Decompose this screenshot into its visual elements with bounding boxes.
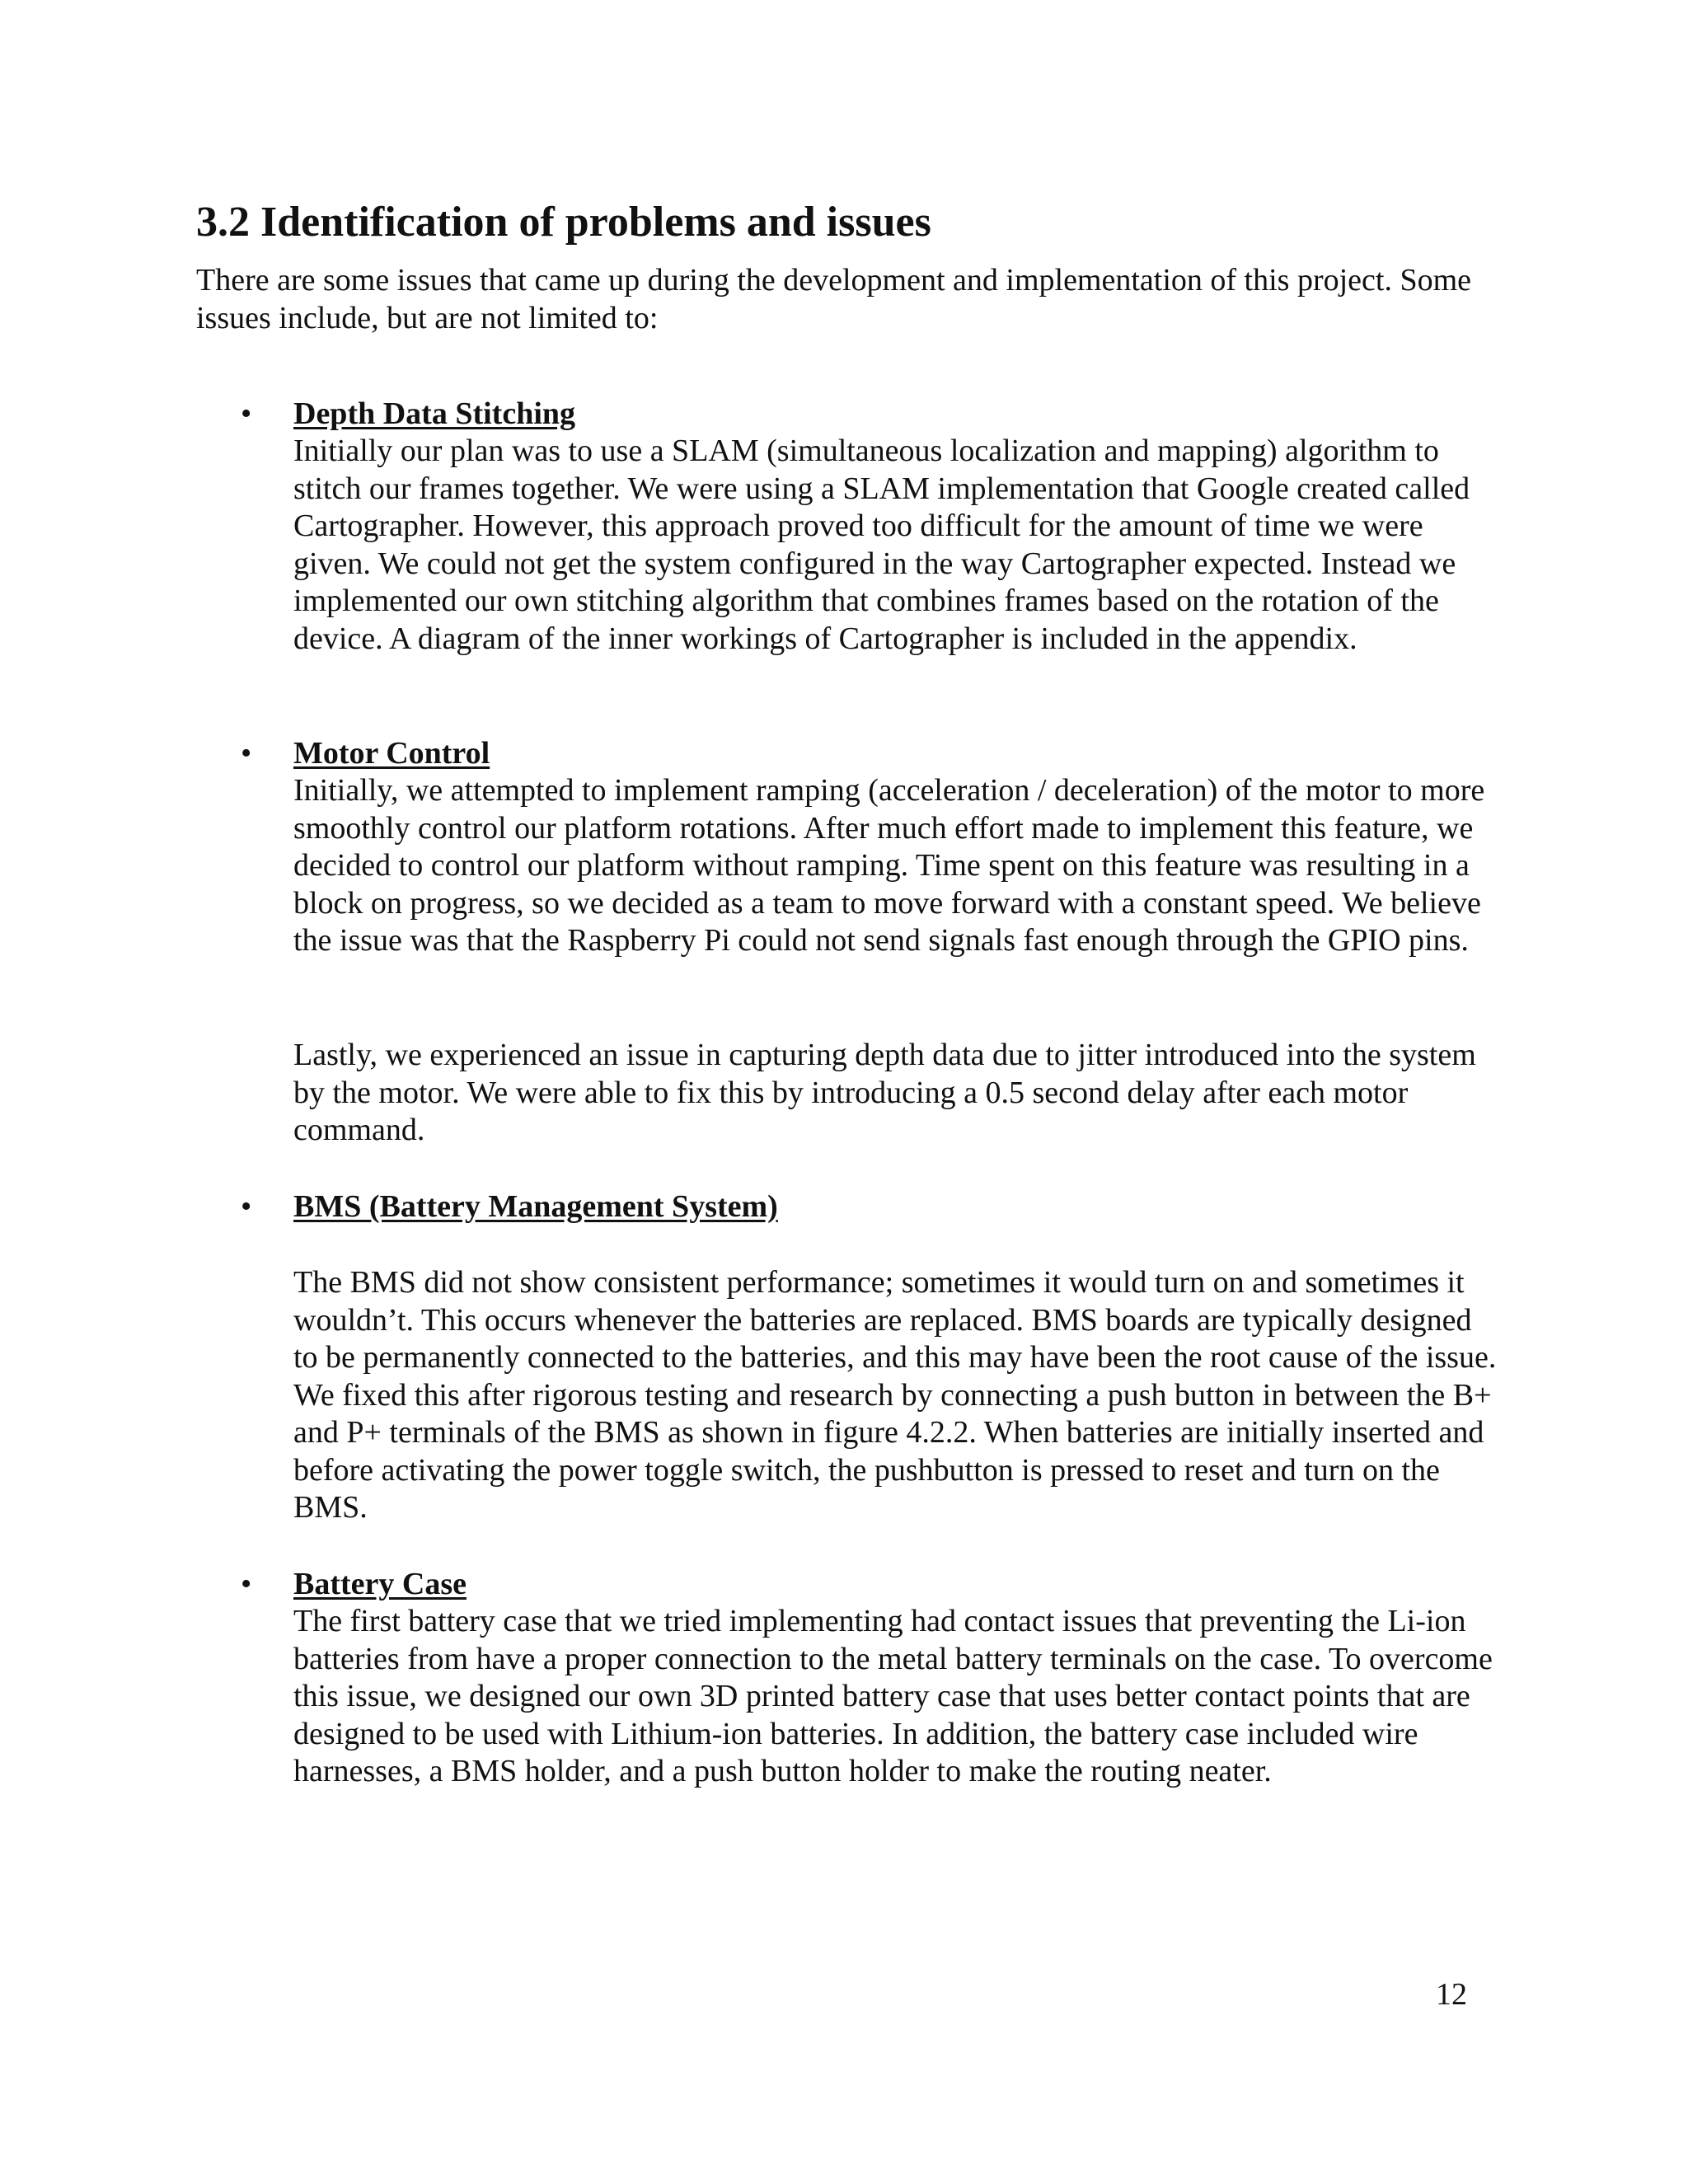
item-paragraph: The BMS did not show consistent performance; sometimes it would turn on and sometimes it wouldn’t. This occurs whenever the batteries are replaced. BMS boards are typically designed to be permanently connected to the batteries, and this may have been the root cause of the issue. We fixed this after rigorous testing and research by connecting a push button in between the B+ and P+ terminals of the BMS as shown in figure 4.2.2. When batteries are initially inserted and before activating the power toggle switch, the pushbutton is pressed to reset and turn on the BMS. [293,1265,1497,1525]
section-heading: 3.2 Identification of problems and issues [196,199,931,246]
bullet-icon: • [241,1567,252,1601]
bullet-icon: • [241,396,252,431]
item-paragraph: Initially, we attempted to implement ramping (acceleration / deceleration) of the motor to more smoothly control our platform rotations. After much effort made to implement this feature, we decided to control our platform without ramping. Time spent on this feature was resulting in a block on progress, so we decided as a team to move forward with a constant speed. We believe the issue was that the Raspberry Pi could not send signals fast enough through the GPIO pins. [293,773,1485,958]
item-paragraph: Lastly, we experienced an issue in capturing depth data due to jitter introduced into the system by the motor. We were able to fix this by introducing a 0.5 second delay after each motor command. [293,1038,1476,1147]
item-title-battery-case: Battery Case [293,1567,467,1601]
intro-paragraph: There are some issues that came up during the development and implementation of this project. Some issues include, but are not limited to: [196,263,1472,335]
page-number: 12 [1436,1977,1467,2012]
item-title-bms: BMS (Battery Management System) [293,1189,778,1224]
item-paragraph: Initially our plan was to use a SLAM (simultaneous localization and mapping) algorithm to stitch our frames together. We were using a SLAM implementation that Google created called Cartographer. However, this approach proved too difficult for the amount of time we were given. We could not get the system configured in the way Cartographer expected. Instead we implemented our own stitching algorithm that combines frames based on the rotation of the device. A diagram of the inner workings of Cartographer is included in the appendix. [293,434,1470,656]
item-title-depth-data-stitching: Depth Data Stitching [293,396,576,431]
bullet-icon: • [241,1189,252,1224]
bullet-icon: • [241,736,252,771]
item-title-motor-control: Motor Control [293,736,490,771]
item-paragraph: The first battery case that we tried implementing had contact issues that preventing the Li-ion batteries from have a proper connection to the metal battery terminals on the case. To overcome this issue, we designed our own 3D printed battery case that uses better contact points that are designed to be used with Lithium-ion batteries. In addition, the battery case included wire harnesses, a BMS holder, and a push button holder to make the routing neater. [293,1604,1493,1788]
